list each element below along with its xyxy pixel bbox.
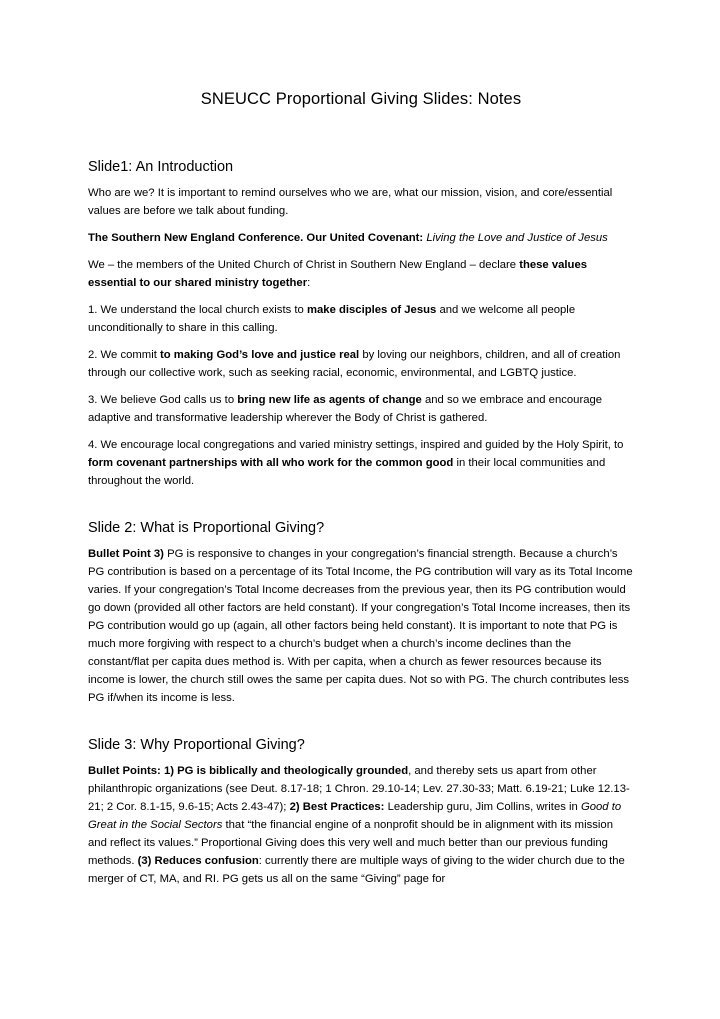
slide1-heading: Slide1: An Introduction (88, 159, 234, 175)
value-2-bold: to making God’s love and justice real (159, 349, 360, 361)
declare-post: : (307, 277, 311, 289)
value-4-bold: form covenant partnerships with all who work for the common good (88, 457, 454, 469)
slide2-bullet-label: Bullet Point 3) (88, 548, 164, 560)
declare-paragraph (88, 256, 634, 292)
slide2-bullet-paragraph (88, 545, 634, 707)
value-1-pre: 1. We understand the local church exists to (88, 304, 304, 316)
value-1-bold: make disciples of Jesus (306, 304, 437, 316)
declare-pre: We – the members of the United Church of Christ in Southern New England – declare (88, 259, 517, 271)
covenant-line (88, 229, 634, 247)
slide2-section (88, 520, 634, 707)
slide1-section (88, 159, 634, 490)
value-2-pre: 2. We commit (88, 349, 157, 361)
slide2-heading: Slide 2: What is Proportional Giving? (88, 520, 325, 536)
slide2-bullet-text: PG is responsive to changes in your congregation’s financial strength. Because a church’s PG contribution is based on a percentage of its Total Income, the PG contribution will vary as its Total Income varies. If your congregation’s Total Income decreases from the previous year, then its PG contribution would go down (provided all other factors are held constant). If your congregation’s Total Income increases, then its PG contribution would go up (again, all other factors being held constant). It is important to note that PG is much more forgiving with respect to a church’s budget when a church’s income declines than the constant/flat per capita dues method is. With per capita, when a church as fewer resources because its income is lower, the church still owes the same per capita dues. Not so with PG. The church contributes less PG if/when its income is less. (88, 548, 633, 704)
value-paragraph-4 (88, 436, 634, 490)
covenant-bold: The Southern New England Conference. Our United Covenant: (88, 232, 424, 244)
document-title: SNEUCC Proportional Giving Slides: Notes (200, 90, 522, 108)
value-3-pre: 3. We believe God calls us to (88, 394, 235, 406)
value-4-post: in their local communities and throughout the world. (88, 457, 606, 487)
slide3-section (88, 737, 634, 888)
slide3-bold-3: (3) Reduces confusion (137, 855, 259, 867)
declare-bold: these values essential to our shared ministry together (88, 259, 588, 289)
value-paragraph-1 (88, 301, 634, 337)
covenant-italic: Living the Love and Justice of Jesus (426, 232, 608, 244)
slide3-bullet-paragraph (88, 762, 634, 888)
slide3-text-2: Leadership guru, Jim Collins, writes in (387, 801, 578, 813)
value-4-pre: 4. We encourage local congregations and varied ministry settings, inspired and guided by the Holy Spirit, to (88, 439, 624, 451)
value-3-post: and so we embrace and encourage adaptive and transformative leadership wherever the Body of Christ is gathered. (88, 394, 603, 424)
slide3-text-3: that “the financial engine of a nonprofit should be in alignment with its mission and reflect its values.” Proportional Giving does this very well and much better than our previous funding methods. (88, 819, 613, 867)
value-paragraph-3 (88, 391, 634, 427)
value-paragraph-2 (88, 346, 634, 382)
document-body (88, 90, 634, 897)
slide3-bold-1: Bullet Points: 1) PG is biblically and theologically grounded (88, 765, 409, 777)
slide3-text-4: : currently there are multiple ways of giving to the wider church due to the merger of CT, MA, and RI. PG gets us all on the same “Giving” page for (88, 855, 625, 885)
book-title: Good to Great in the Social Sectors (88, 801, 622, 831)
slide3-bold-2: 2) Best Practices: (289, 801, 385, 813)
slide3-text-1: , and thereby sets us apart from other philanthropic organizations (see Deut. 8.17-18; 1 Chron. 29.10-14; Lev. 27.30-33; Matt. 6.19-21; Luke 12.13-21; 2 Cor. 8.1-15, 9.6-15; Acts 2.43-47); (88, 765, 630, 813)
value-1-post: and we welcome all people unconditionally to share in this calling. (88, 304, 576, 334)
slide1-intro: Who are we? It is important to remind ourselves who we are, what our mission, vision, and core/essential values are before we talk about funding. (88, 187, 613, 217)
value-2-post: by loving our neighbors, children, and all of creation through our collective work, such as seeking racial, economic, environmental, and LGBTQ justice. (88, 349, 621, 379)
value-3-bold: bring new life as agents of change (237, 394, 422, 406)
slide3-heading: Slide 3: Why Proportional Giving? (88, 737, 305, 753)
